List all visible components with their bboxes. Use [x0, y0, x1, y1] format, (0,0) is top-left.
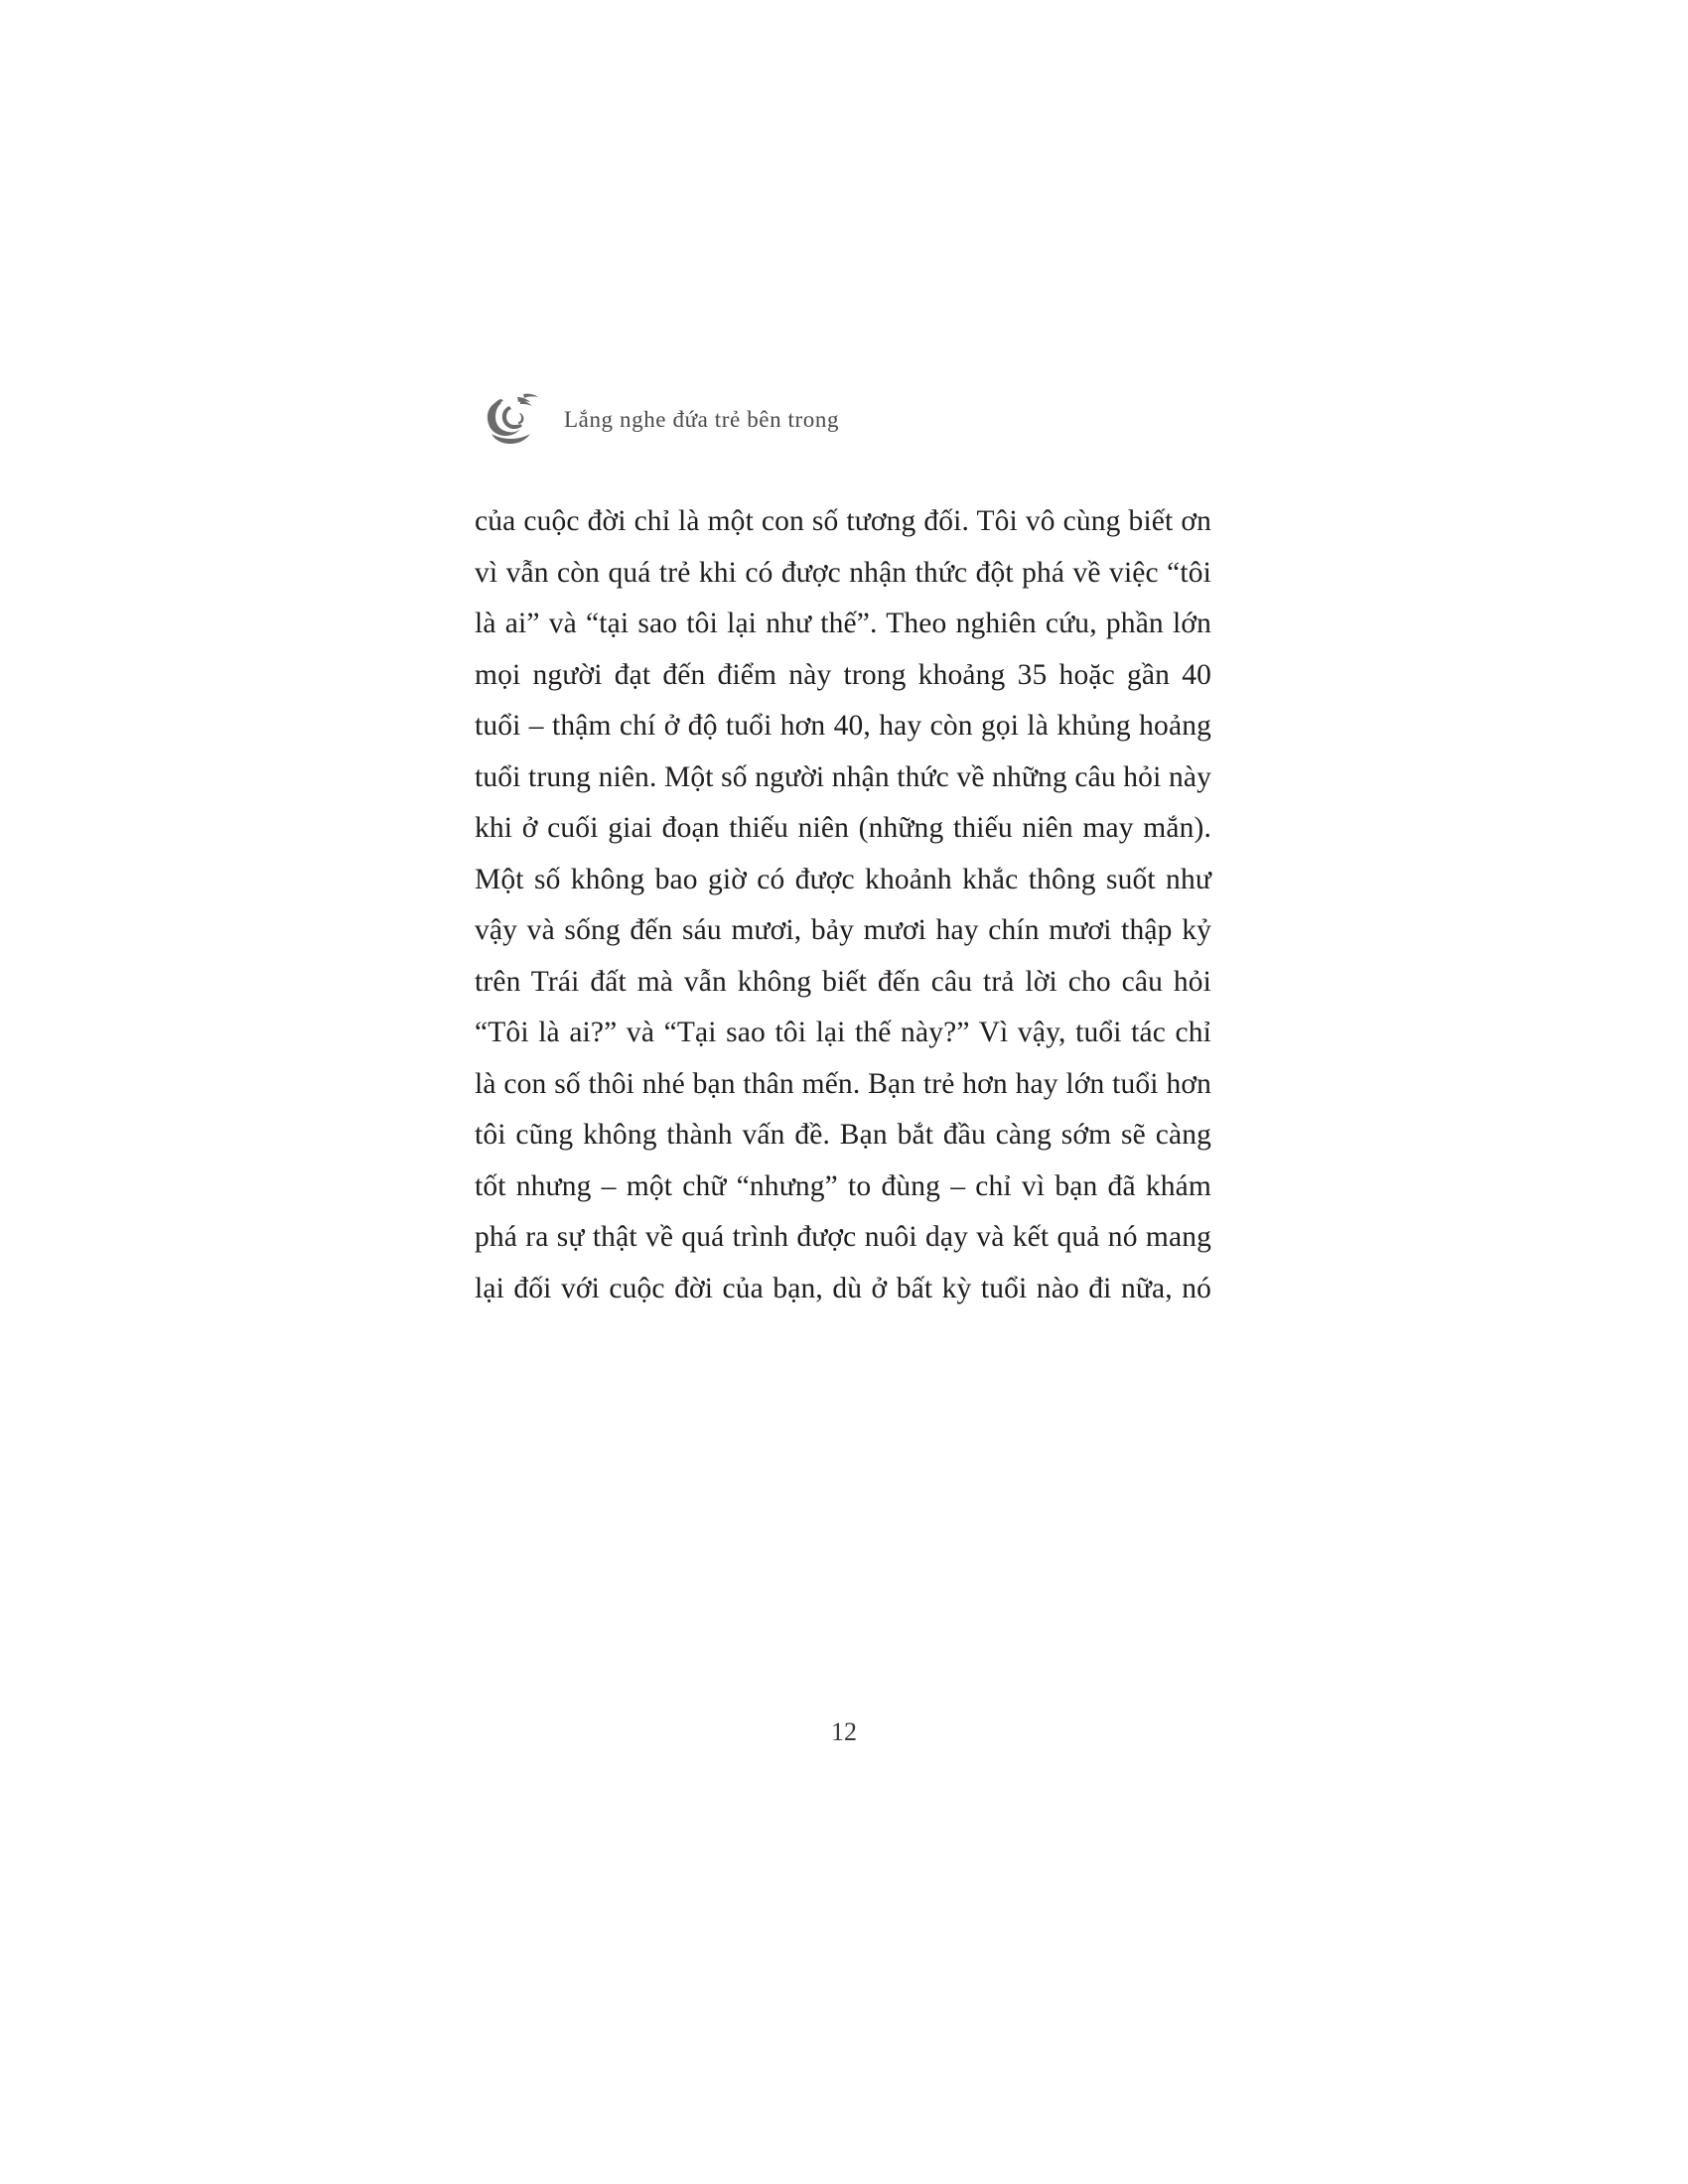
running-head	[477, 389, 839, 445]
page-number: 12	[831, 1717, 857, 1746]
body-text	[475, 496, 1211, 1366]
girl-silhouette-ornament-icon	[477, 389, 550, 445]
running-head-title: Lắng nghe đứa trẻ bên trong	[564, 406, 840, 432]
body-paragraph: của cuộc đời chỉ là một con số tương đối. Tôi vô cùng biết ơn vì vẫn còn quá trẻ khi có được nhận thức đột phá về việc “tôi là ai” và “tại sao tôi lại như thế”. Theo nghiên cứu, phần lớn mọi người đạt đến điểm này trong khoảng 35 hoặc gần 40 tuổi – thậm chí ở độ tuổi hơn 40, hay còn gọi là khủng hoảng tuổi trung niên. Một số người nhận thức về những câu hỏi này khi ở cuối giai đoạn thiếu niên (những thiếu niên may mắn). Một số không bao giờ có được khoảnh khắc thông suốt như vậy và sống đến sáu mươi, bảy mươi hay chín mươi thập kỷ trên Trái đất mà vẫn không biết đến câu trả lời cho câu hỏi “Tôi là ai?” và “Tại sao tôi lại thế này?” Vì vậy, tuổi tác chỉ là con số thôi nhé bạn thân mến. Bạn trẻ hơn hay lớn tuổi hơn tôi cũng không thành vấn đề. Bạn bắt đầu càng sớm sẽ càng tốt nhưng – một chữ “nhưng” to đùng – chỉ vì bạn đã khám phá ra sự thật về quá trình được nuôi dạy và kết quả nó mang lại đối với cuộc đời của bạn, dù ở bất kỳ tuổi nào đi nữa, nó	[475, 505, 1211, 1304]
